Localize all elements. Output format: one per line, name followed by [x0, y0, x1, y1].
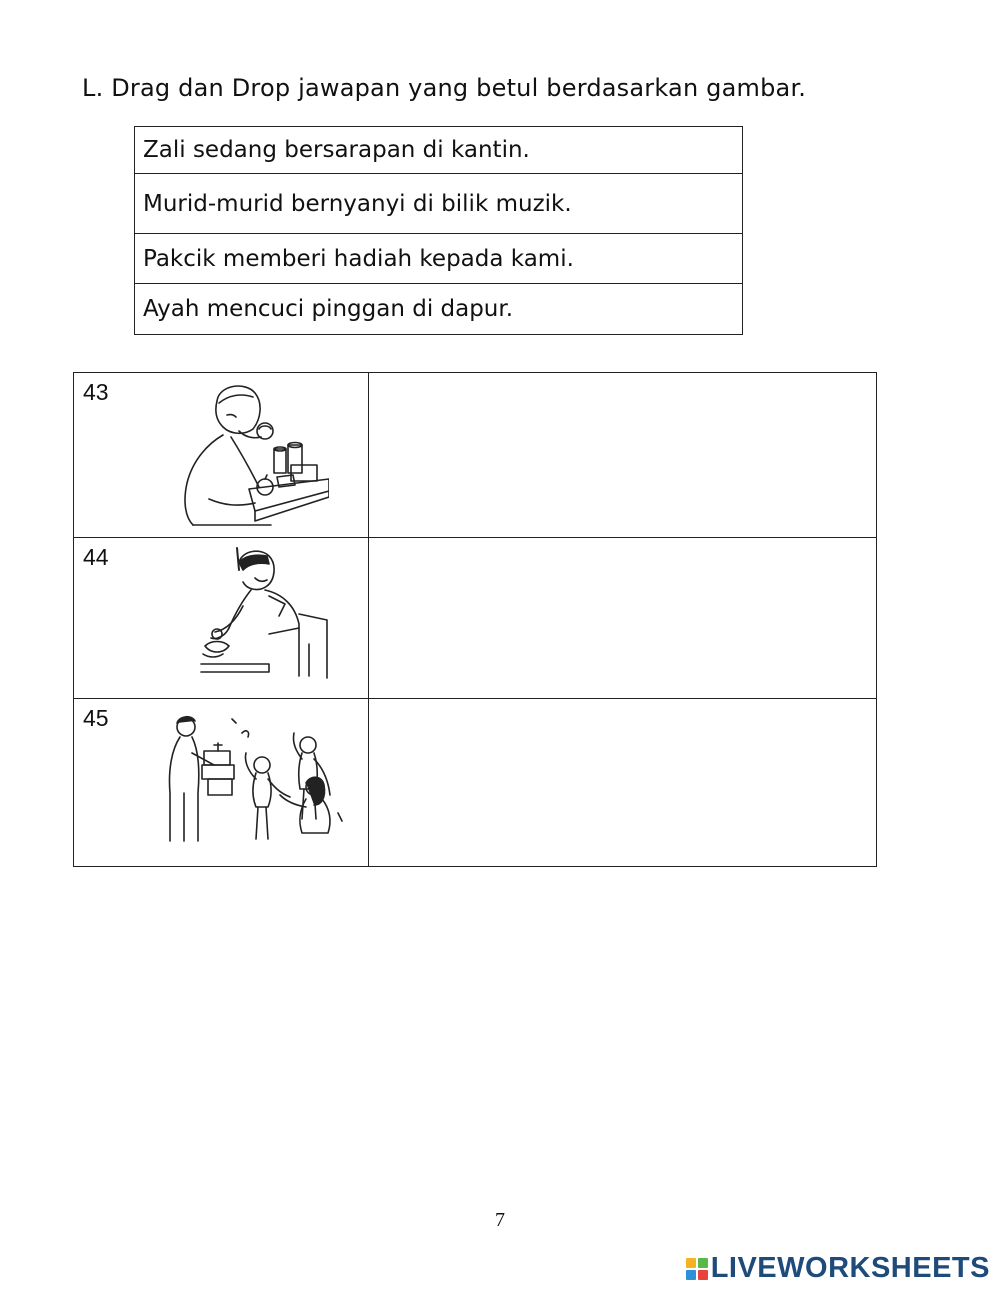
draggable-option-1[interactable]: Zali sedang bersarapan di kantin.: [135, 127, 742, 174]
boy-eating-breakfast-illustration: [179, 379, 329, 531]
question-number: 45: [83, 705, 109, 731]
uncle-giving-gifts-illustration: [162, 709, 344, 849]
question-table: [73, 372, 877, 867]
instruction-text: L. Drag dan Drop jawapan yang betul berdasarkan gambar.: [82, 74, 807, 102]
answer-options-box: [134, 126, 743, 335]
brand-name: LIVEWORKSHEETS: [710, 1252, 990, 1284]
question-number: 44: [83, 544, 109, 570]
drop-zone-45[interactable]: [369, 699, 876, 866]
father-washing-dishes-illustration: [199, 544, 329, 680]
drop-zone-43[interactable]: [369, 373, 876, 537]
question-number: 43: [83, 379, 109, 405]
question-row-43: [74, 373, 876, 538]
liveworksheets-brand: [686, 1252, 990, 1285]
question-row-44: [74, 538, 876, 699]
draggable-option-4[interactable]: Ayah mencuci pinggan di dapur.: [135, 284, 742, 334]
drop-zone-44[interactable]: [369, 538, 876, 698]
question-cell: [74, 373, 369, 537]
question-cell: [74, 538, 369, 698]
page-number: 7: [495, 1209, 505, 1231]
brand-logo-icon: [686, 1258, 708, 1280]
draggable-option-2[interactable]: Murid-murid bernyanyi di bilik muzik.: [135, 174, 742, 234]
question-cell: [74, 699, 369, 866]
draggable-option-3[interactable]: Pakcik memberi hadiah kepada kami.: [135, 234, 742, 284]
question-row-45: [74, 699, 876, 866]
